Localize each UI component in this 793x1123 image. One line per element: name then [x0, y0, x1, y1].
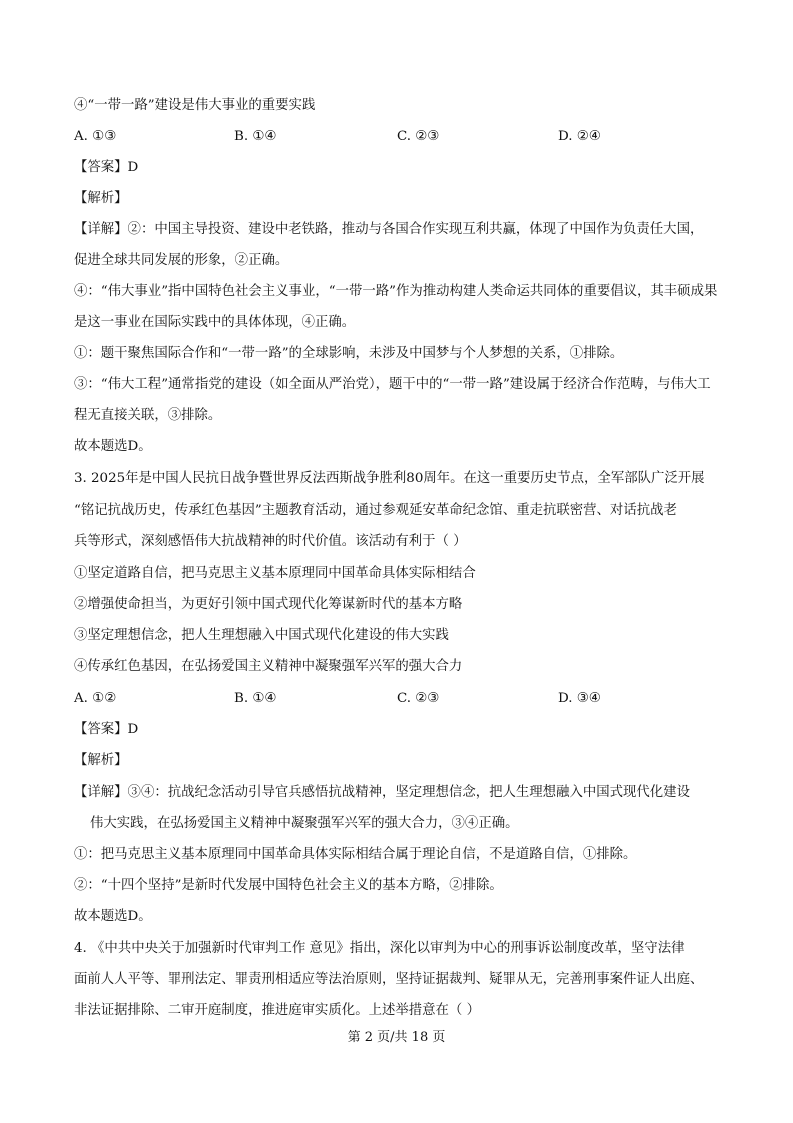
choice-b: B. ①④	[234, 129, 277, 144]
choice-c: C. ②③	[397, 691, 440, 706]
question-4-text: 面前人人平等、罪刑法定、罪责刑相适应等法治原则，坚持证据裁判、疑罪从无，完善刑事案件证人出庭、	[74, 972, 704, 987]
answer-choices-q3	[74, 690, 714, 708]
question-4-text: 4. 《中共中央关于加强新时代审判工作 意见》指出，深化以审判为中心的刑事诉讼制度改革，坚守法律	[74, 941, 685, 956]
detail-text: ③：“伟大工程”通常指党的建设（如全面从严治党），题干中的“一带一路”建设属于经济合作范畴，与伟大工	[74, 377, 711, 392]
choice-b: B. ①④	[234, 691, 277, 706]
detail-text: 促进全球共同发展的形象，②正确。	[74, 253, 289, 268]
detail-text: ②：“十四个坚持”是新时代发展中国特色社会主义的基本方略，②排除。	[74, 878, 503, 893]
answer-choices-q2	[74, 128, 714, 146]
question-3-text: “铭记抗战历史，传承红色基因”主题教育活动，通过参观延安革命纪念馆、重走抗联密营、对话抗战老	[74, 503, 677, 518]
analysis-label: 【解析】	[74, 753, 128, 768]
conclusion-text: 故本题选D。	[74, 439, 152, 454]
option-statement: ④传承红色基因，在弘扬爱国主义精神中凝聚强军兴军的强大合力	[74, 659, 463, 674]
choice-d: D. ②④	[558, 129, 601, 144]
choice-a: A. ①②	[74, 691, 117, 706]
detail-text: 程无直接关联，③排除。	[74, 408, 222, 423]
page-footer: 第 2 页/共 18 页	[347, 1030, 446, 1045]
detail-text: ①：题干聚焦国际合作和“一带一路”的全球影响，未涉及中国梦与个人梦想的关系，①排除。	[74, 346, 624, 361]
conclusion-text: 故本题选D。	[74, 909, 152, 924]
choice-c: C. ②③	[397, 129, 440, 144]
answer-label: 【答案】D	[74, 722, 139, 737]
question-3-text: 兵等形式，深刻感悟伟大抗战精神的时代价值。该活动有利于（ ）	[74, 534, 467, 549]
question-4-text: 非法证据排除、二审开庭制度，推进庭审实质化。上述举措意在（ ）	[74, 1003, 480, 1018]
option-statement: ③坚定理想信念，把人生理想融入中国式现代化建设的伟大实践	[74, 628, 449, 643]
detail-text: ①：把马克思主义基本原理同中国革命具体实际相结合属于理论自信，不是道路自信，①排除。	[74, 847, 637, 862]
detail-text: ④：“伟大事业”指中国特色社会主义事业，“一带一路”作为推动构建人类命运共同体的重要倡议，其丰硕成果	[74, 284, 718, 299]
answer-label: 【答案】D	[74, 160, 139, 175]
option-statement: ④“一带一路”建设是伟大事业的重要实践	[74, 98, 316, 113]
question-3-text: 3. 2025年是中国人民抗日战争暨世界反法西斯战争胜利80周年。在这一重要历史节点，全军部队广泛开展	[74, 471, 705, 486]
detail-text: 【详解】②：中国主导投资、建设中老铁路，推动与各国合作实现互利共赢，体现了中国作为负责任大国，	[74, 222, 704, 237]
detail-text: 是这一事业在国际实践中的具体体现，④正确。	[74, 315, 356, 330]
analysis-label: 【解析】	[74, 191, 128, 206]
choice-a: A. ①③	[74, 129, 117, 144]
choice-d: D. ③④	[558, 691, 601, 706]
detail-text: 伟大实践，在弘扬爱国主义精神中凝聚强军兴军的强大合力，③④正确。	[90, 816, 519, 831]
option-statement: ①坚定道路自信，把马克思主义基本原理同中国革命具体实际相结合	[74, 566, 476, 581]
option-statement: ②增强使命担当，为更好引领中国式现代化筹谋新时代的基本方略	[74, 597, 463, 612]
detail-text: 【详解】③④：抗战纪念活动引导官兵感悟抗战精神，坚定理想信念，把人生理想融入中国式现代化建设	[74, 785, 690, 800]
